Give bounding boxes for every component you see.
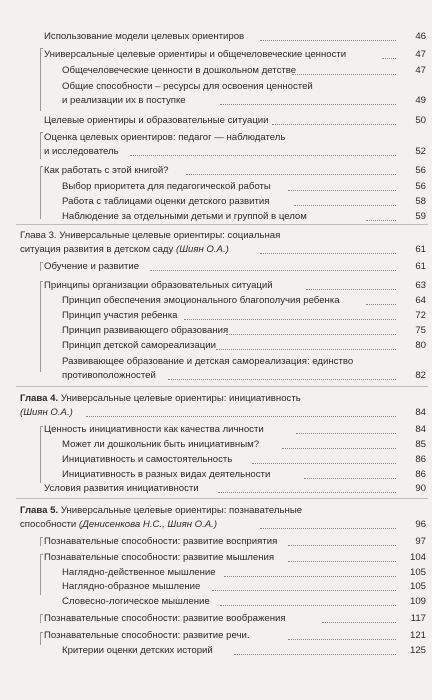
page-number: 61 — [415, 261, 426, 272]
page-number: 50 — [415, 115, 426, 126]
chapter-heading — [0, 243, 432, 257]
entry-title: Критерии оценки детских историй — [62, 645, 213, 656]
toc-entry — [0, 131, 432, 145]
chapter-separator — [16, 224, 428, 225]
entry-title: Обучение и развитие — [44, 261, 140, 272]
entry-title: противоположностей — [62, 370, 156, 381]
dot-leader — [294, 205, 396, 206]
entry-title: Познавательные способности: развитие воображения — [44, 613, 286, 624]
dot-leader — [288, 561, 396, 562]
page-number: 121 — [409, 630, 426, 641]
chapter-title-text: Универсальные целевые ориентиры: познавательные — [60, 505, 303, 516]
page-number: 47 — [415, 49, 426, 60]
toc-entry — [0, 48, 432, 62]
dot-leader — [86, 416, 396, 417]
entry-title: Выбор приоритета для педагогической работы — [62, 181, 271, 192]
dot-leader — [292, 74, 396, 75]
page-number: 117 — [410, 613, 426, 624]
toc-entry — [0, 80, 432, 94]
page-number: 105 — [409, 581, 426, 592]
dot-leader — [272, 124, 396, 125]
entry-title: Общие способности – ресурсы для освоения ценностей — [62, 81, 313, 92]
toc-entry — [0, 482, 432, 496]
toc-entry — [0, 355, 432, 369]
entry-title: Общечеловеческие ценности в дошкольном детстве — [62, 65, 297, 76]
chapter-title-line2: способности — [20, 519, 77, 530]
entry-title: Принцип развивающего образования — [62, 325, 229, 336]
page-number: 105 — [409, 567, 426, 578]
toc-entry — [0, 453, 432, 467]
entry-title: Условия развития инициативности — [44, 483, 199, 494]
toc-entry — [0, 64, 432, 78]
entry-title: Универсальные целевые ориентиры и общечеловеческие ценности — [44, 49, 347, 60]
dot-leader — [288, 639, 396, 640]
chapter-heading — [0, 229, 432, 243]
dot-leader — [366, 304, 396, 305]
dot-leader — [260, 253, 396, 254]
page-number: 59 — [415, 211, 426, 222]
dot-leader — [130, 155, 396, 156]
page-number: 86 — [415, 469, 426, 480]
page-number: 52 — [415, 146, 426, 157]
chapter-author: (Шиян О.А.) — [176, 244, 229, 255]
entry-title: Принцип детской самореализации — [62, 340, 216, 351]
chapter-separator — [16, 386, 428, 387]
entry-title: Наблюдение за отдельными детьми и группой в целом — [62, 211, 307, 222]
page-number: 56 — [415, 181, 426, 192]
toc-entry — [0, 566, 432, 580]
chapter-heading — [0, 504, 432, 518]
dot-leader — [260, 528, 396, 529]
page-number: 61 — [415, 244, 426, 255]
entry-title: Целевые ориентиры и образовательные ситуации — [44, 115, 269, 126]
chapter-title — [20, 392, 301, 406]
toc-entry — [0, 438, 432, 452]
entry-title: Ценность инициативности как качества личности — [44, 424, 264, 435]
entry-title: Оценка целевых ориентиров: педагог — наблюдатель — [44, 132, 286, 143]
page-number: 80 — [415, 340, 426, 351]
entry-title: Развивающее образование и детская самореализация: единство — [62, 356, 354, 367]
page-number: 90 — [415, 483, 426, 494]
dot-leader — [234, 654, 396, 655]
entry-title: Может ли дошкольник быть инициативным? — [62, 439, 260, 450]
toc-entry — [0, 145, 432, 159]
entry-title: Принцип обеспечения эмоционального благополучия ребенка — [62, 295, 340, 306]
toc-entry — [0, 114, 432, 128]
toc-entry — [0, 309, 432, 323]
toc-entry — [0, 324, 432, 338]
page-number: 82 — [415, 370, 426, 381]
dot-leader — [168, 379, 396, 380]
page-number: 125 — [409, 645, 426, 656]
toc-entry — [0, 535, 432, 549]
toc-entry — [0, 644, 432, 658]
dot-leader — [218, 492, 396, 493]
page-number: 86 — [415, 454, 426, 465]
toc-entry — [0, 180, 432, 194]
toc-entry — [0, 195, 432, 209]
page-number: 47 — [415, 65, 426, 76]
chapter-title — [20, 504, 302, 518]
toc-entry — [0, 629, 432, 643]
chapter-heading — [0, 406, 432, 420]
entry-title: Использование модели целевых ориентиров — [44, 31, 245, 42]
chapter-author: (Шиян О.А.) — [20, 407, 73, 418]
toc-entry — [0, 551, 432, 565]
dot-leader — [306, 289, 396, 290]
page-number: 75 — [415, 325, 426, 336]
entry-title: Познавательные способности: развитие мышления — [44, 552, 275, 563]
toc-entry — [0, 369, 432, 383]
toc-entry — [0, 210, 432, 224]
page-number: 56 — [415, 165, 426, 176]
dot-leader — [216, 349, 396, 350]
entry-title: и исследователь — [44, 146, 119, 157]
toc-entry — [0, 468, 432, 482]
page-number: 97 — [415, 536, 426, 547]
toc-entry — [0, 294, 432, 308]
dot-leader — [296, 433, 396, 434]
entry-title: Наглядно-действенное мышление — [62, 567, 216, 578]
entry-title: Познавательные способности: развитие речи. — [44, 630, 250, 641]
toc-entry — [0, 339, 432, 353]
chapter-heading — [0, 392, 432, 406]
page-number: 109 — [409, 596, 426, 607]
page-number: 72 — [415, 310, 426, 321]
entry-title: и реализации их в поступке — [62, 95, 186, 106]
dot-leader — [224, 576, 396, 577]
entry-title: Принципы организации образовательных ситуаций — [44, 280, 273, 291]
toc-entry — [0, 580, 432, 594]
chapter-title-cont — [20, 518, 217, 532]
dot-leader — [226, 334, 396, 335]
entry-title: Словесно-логическое мышление — [62, 596, 210, 607]
entry-title: Инициативность и самостоятельность — [62, 454, 233, 465]
dot-leader — [282, 448, 396, 449]
chapter-title-cont — [20, 243, 229, 257]
page-number: 63 — [415, 280, 426, 291]
toc-entry — [0, 30, 432, 44]
entry-title: Работа с таблицами оценки детского развития — [62, 196, 270, 207]
dot-leader — [304, 478, 396, 479]
dot-leader — [366, 220, 396, 221]
dot-leader — [220, 605, 396, 606]
chapter-title-line2: ситуация развития в детском саду — [20, 244, 174, 255]
dot-leader — [252, 463, 396, 464]
chapter-title: Глава 3. Универсальные целевые ориентиры: социальная — [20, 230, 281, 241]
chapter-title-text: Универсальные целевые ориентиры: инициативность — [60, 393, 301, 404]
toc-entry — [0, 595, 432, 609]
dot-leader — [212, 590, 396, 591]
page-number: 85 — [415, 439, 426, 450]
page-number: 49 — [415, 95, 426, 106]
entry-title: Как работать с этой книгой? — [44, 165, 169, 176]
toc-entry — [0, 279, 432, 293]
dot-leader — [288, 545, 396, 546]
page-number: 64 — [415, 295, 426, 306]
entry-title: Принцип участия ребенка — [62, 310, 178, 321]
dot-leader — [186, 174, 396, 175]
toc-entry — [0, 260, 432, 274]
toc-entry — [0, 612, 432, 626]
page-number: 84 — [415, 424, 426, 435]
page-number: 58 — [415, 196, 426, 207]
chapter-heading — [0, 518, 432, 532]
toc-entry — [0, 423, 432, 437]
chapter-separator — [16, 498, 428, 499]
entry-title: Инициативность в разных видах деятельности — [62, 469, 271, 480]
toc-entry — [0, 164, 432, 178]
dot-leader — [150, 270, 396, 271]
page-number: 96 — [415, 519, 426, 530]
dot-leader — [184, 319, 396, 320]
dot-leader — [288, 190, 396, 191]
chapter-number: Глава 5. — [20, 505, 59, 516]
dot-leader — [382, 58, 396, 59]
dot-leader — [260, 40, 396, 41]
chapter-number: Глава 4. — [20, 393, 59, 404]
page-number: 46 — [415, 31, 426, 42]
page-number: 104 — [409, 552, 426, 563]
toc-entry — [0, 94, 432, 108]
chapter-author: (Денисенкова Н.С., Шиян О.А.) — [78, 519, 218, 530]
dot-leader — [322, 622, 396, 623]
page-number: 84 — [415, 407, 426, 418]
entry-title: Познавательные способности: развитие восприятия — [44, 536, 278, 547]
dot-leader — [220, 104, 396, 105]
entry-title: Наглядно-образное мышление — [62, 581, 201, 592]
